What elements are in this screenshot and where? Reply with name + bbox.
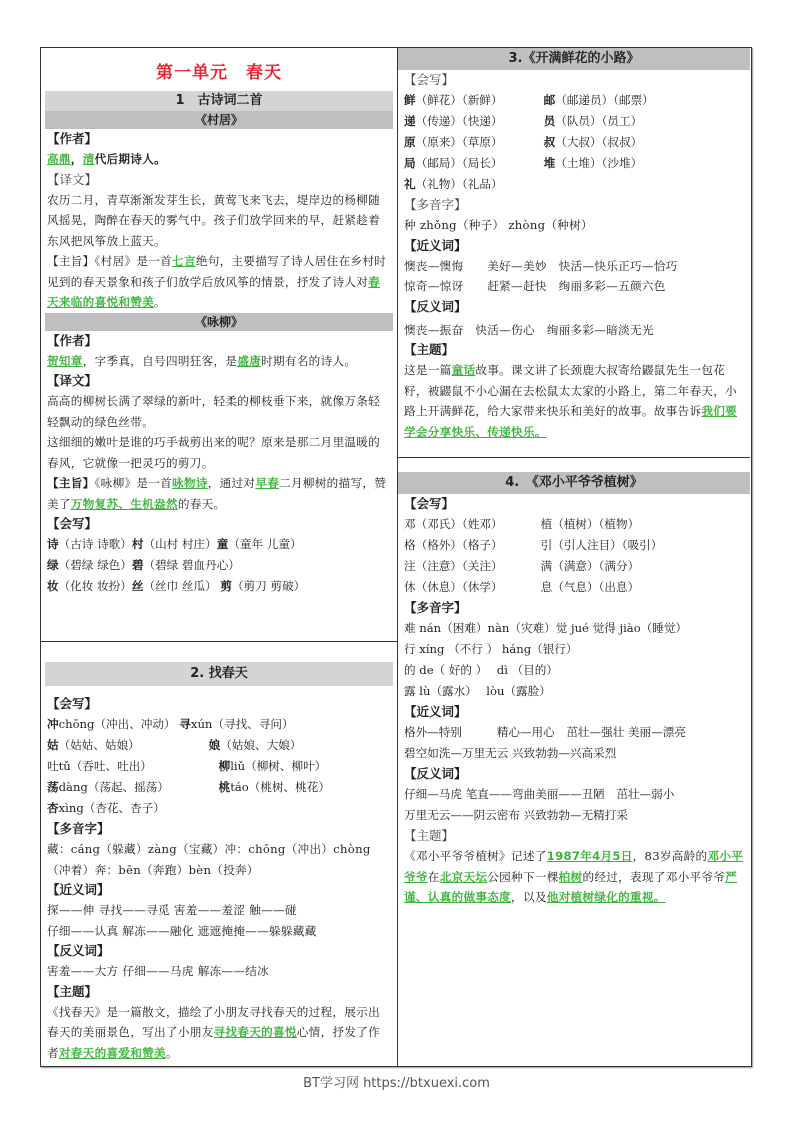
write-row: 姑（姑姑、姑娘） 娘（姑娘、大娘） <box>47 738 302 752</box>
lesson3-poly: 种 zhǒng（种子） zhòng（种树） <box>404 218 593 232</box>
poem2-translation-label: 【译文】 <box>47 373 98 388</box>
highlight: 邓小平爷爷 <box>404 849 744 884</box>
lesson3-write-label: 【会写】 <box>404 72 455 87</box>
unit-title: 第一单元 春天 <box>156 63 282 83</box>
right-column <box>398 48 750 1066</box>
highlight: 早春 <box>255 476 280 490</box>
lesson4-poly-line: 行 xíng （不行 ） háng（银行） <box>404 642 578 656</box>
lesson2-write-label: 【会写】 <box>47 696 98 711</box>
lesson3-title: 3.《开满鲜花的小路》 <box>398 48 750 70</box>
highlight: 对春天的喜爱和赞美 <box>58 1045 166 1060</box>
highlight: 1987年4月5日 <box>546 849 633 863</box>
write-row: 杏xìng（杏花、杏子） <box>47 801 165 815</box>
lesson2-ant-label: 【反义词】 <box>47 943 110 958</box>
lesson3-syn-line: 懊丧—懊悔 美好—美妙 快活—快乐正巧—恰巧 <box>404 258 678 273</box>
lesson3-syn-line: 惊奇—惊讶 赶紧—赶快 绚丽多彩—五颜六色 <box>404 279 666 293</box>
write-row: 妆（化妆 妆扮）丝（丝巾 丝瓜） 剪（剪刀 剪破） <box>47 579 306 593</box>
highlight: 高鼎 <box>47 152 71 166</box>
lesson4-poly-line: 露 lù（露水） lòu（露脸） <box>404 684 551 698</box>
write-row: 冲chōng（冲出、冲动） 寻xún（寻找、寻问） <box>47 717 294 731</box>
lesson2-ant: 害羞——大方 仔细——马虎 解冻——结冰 <box>47 964 270 978</box>
lesson4-syn-label: 【近义词】 <box>404 704 467 719</box>
lesson4-theme-label: 【主题】 <box>404 828 455 843</box>
lesson4-poly-line: 难 nán（困难）nàn（灾难）觉 jué 觉得 jiào（睡觉） <box>404 621 688 635</box>
write-row: 局（邮局）（局长） 堆（土堆）（沙堆） <box>404 156 643 170</box>
highlight: 咏物诗 <box>172 476 208 490</box>
poem2-translation-1: 高高的柳树长满了翠绿的新叶，轻柔的柳枝垂下来，就像万条轻轻飘动的绿色丝带。 <box>47 394 381 429</box>
highlight: 柏树 <box>558 869 583 884</box>
lesson2-syn-label: 【近义词】 <box>47 882 110 897</box>
poem1-title: 《村居》 <box>45 111 393 129</box>
write-row: 注（注意）（关注） 满（满意）（满分） <box>404 559 640 573</box>
poem1-theme: 【主旨】《村居》是一首七言绝句，主要描写了诗人居住在乡村时见到的春天景象和孩子们放学后放风筝的情景，抒发了诗人对春天来临的喜悦和赞美。 <box>47 254 387 309</box>
lesson4-cell <box>398 458 750 1066</box>
write-row: 鲜（鲜花）（新鲜） 邮（邮递员）（邮票） <box>404 93 654 107</box>
poem2-author: 贺知章，字季真，自号四明狂客，是盛唐时期有名的诗人。 <box>47 353 357 368</box>
footer-watermark: BT学习网 https://btxuexi.com <box>303 1076 490 1091</box>
write-row: 邓（邓氏）（姓邓） 植（植树）（植物） <box>404 517 640 531</box>
lesson1-cell <box>41 48 397 642</box>
lesson4-theme: 《邓小平爷爷植树》记述了1987年4月5日，83岁高龄的邓小平爷爷在北京天坛公园种下一棵柏树的经过，表现了邓小平爷爷严谨、认真的做事态度，以及他对植树绿化的重视。 <box>404 849 744 904</box>
write-row: 格（格外）（格子） 引（引人注目）（吸引） <box>404 538 663 552</box>
lesson2-poly-label: 【多音字】 <box>47 821 110 836</box>
lesson2-syn-line: 探——伸 寻找——寻觅 害羞——羞涩 触——碰 <box>47 903 297 917</box>
highlight: 北京天坛 <box>439 869 488 884</box>
lesson4-syn-line: 碧空如洗—万里无云 兴致勃勃—兴高采烈 <box>404 746 617 760</box>
highlight: 童话 <box>451 363 476 377</box>
lesson4-syn-line: 格外—特别 精心—用心 茁壮—强壮 美丽—漂亮 <box>404 725 686 739</box>
write-row: 递（传递）（快递） 员（队员）（员工） <box>404 114 643 128</box>
highlight: 我们要学会分享快乐、传递快乐。 <box>404 404 738 439</box>
lesson3-poly-label: 【多音字】 <box>404 197 467 212</box>
poem2-author-label: 【作者】 <box>47 332 98 348</box>
highlight: 清 <box>82 152 95 166</box>
poem2-write-label: 【会写】 <box>47 516 98 531</box>
write-row: 荡dàng（荡起、摇荡） 桃táo（桃树、桃花） <box>47 780 330 794</box>
highlight: 春天来临的喜悦和赞美 <box>47 274 381 309</box>
write-row: 绿（碧绿 绿色）碧（碧绿 碧血丹心） <box>47 558 240 572</box>
lesson3-ant: 懊丧—振奋 快活—伤心 绚丽多彩—暗淡无光 <box>404 322 654 337</box>
write-row: 原（原来）（草原） 叔（大叔）（叔叔） <box>404 135 643 149</box>
highlight: 万物复苏、生机盎然 <box>70 496 178 511</box>
lesson2-syn-line: 仔细——认真 解冻——融化 遮遮掩掩——躲躲藏藏 <box>47 923 317 938</box>
lesson4-poly-line: 的 de（ 好的 ） dì （目的） <box>404 663 558 677</box>
poem2-title: 《咏柳》 <box>45 313 393 331</box>
left-column <box>41 48 398 1066</box>
poem1-author-label: 【作者】 <box>47 131 98 146</box>
poem1-translation: 农历二月，青草渐渐发芽生长，黄莺飞来飞去，堤岸边的杨柳随风摇晃，陶醉在春天的雾气中。孩子们放学回来的早，赶紧趁着东风把风筝放上蓝天。 <box>47 192 381 248</box>
lesson2-poly: 藏：cáng（躲藏）zàng（宝藏）冲：chōng（冲出）chòng（冲着）奔：bēn（奔跑）bèn（投奔） <box>47 842 371 877</box>
poem1-author: 高鼎，清代后期诗人。 <box>47 152 166 166</box>
lesson2-theme-label: 【主题】 <box>47 983 98 999</box>
write-row: 休（休息）（休学） 息（气息）（出息） <box>404 580 640 594</box>
lesson3-syn-label: 【近义词】 <box>404 237 467 253</box>
poem1-translation-label: 【译文】 <box>47 171 98 187</box>
poem2-theme: 【主旨】《咏柳》是一首咏物诗，通过对早春二月柳树的描写，赞美了万物复苏、生机盎然的春天。 <box>47 476 387 511</box>
lesson2-cell <box>41 642 397 1066</box>
study-sheet <box>40 47 752 1067</box>
highlight: 七言 <box>172 254 196 268</box>
highlight: 严谨、认真的做事态度 <box>404 869 738 904</box>
write-row: 礼（礼物）（礼品） <box>404 177 503 191</box>
highlight: 他对植树绿化的重视。 <box>546 890 666 904</box>
lesson2-theme: 《找春天》是一篇散文，描绘了小朋友寻找春天的过程，展示出春天的美丽景色，写出了小朋友寻找春天的喜悦心情，抒发了作者对春天的喜爱和赞美。 <box>47 1004 381 1060</box>
lesson3-ant-label: 【反义词】 <box>404 298 467 314</box>
lesson3-cell <box>398 48 750 458</box>
lesson4-ant-line: 万里无云——阴云密布 兴致勃勃—无精打采 <box>404 808 628 822</box>
lesson4-poly-label: 【多音字】 <box>404 600 467 615</box>
lesson3-theme: 这是一篇童话故事。课文讲了长颈鹿大叔寄给鼹鼠先生一包花籽，被鼹鼠不小心漏在去松鼠太太家的小路上，第二年春天，小路上开满鲜花，给大家带来快乐和美好的故事。故事告诉我们要学会分享快乐、传递快乐。 <box>404 363 738 439</box>
poem2-translation-2: 这细细的嫩叶是谁的巧手裁剪出来的呢？原来是那二月里温暖的春风，它就像一把灵巧的剪刀。 <box>47 435 381 470</box>
write-row: 吐tǔ（吞吐、吐出） 柳liǔ（柳树、柳叶） <box>47 759 327 773</box>
lesson3-theme-label: 【主题】 <box>404 342 455 357</box>
lesson4-ant-label: 【反义词】 <box>404 766 467 781</box>
lesson4-ant-line: 仔细—马虎 笔直——弯曲美丽——丑陋 茁壮—弱小 <box>404 787 675 801</box>
highlight: 盛唐 <box>237 353 262 368</box>
write-row: 诗（古诗 诗歌）村（山村 村庄）童（童年 儿童） <box>47 537 302 551</box>
lesson2-title: 2. 找春天 <box>45 662 393 686</box>
highlight: 贺知章 <box>47 353 83 368</box>
lesson4-write-label: 【会写】 <box>404 496 455 511</box>
highlight: 寻找春天的喜悦 <box>213 1025 297 1039</box>
lesson1-title: 1 古诗词二首 <box>45 91 393 111</box>
lesson4-title: 4. 《邓小平爷爷植树》 <box>398 472 750 494</box>
